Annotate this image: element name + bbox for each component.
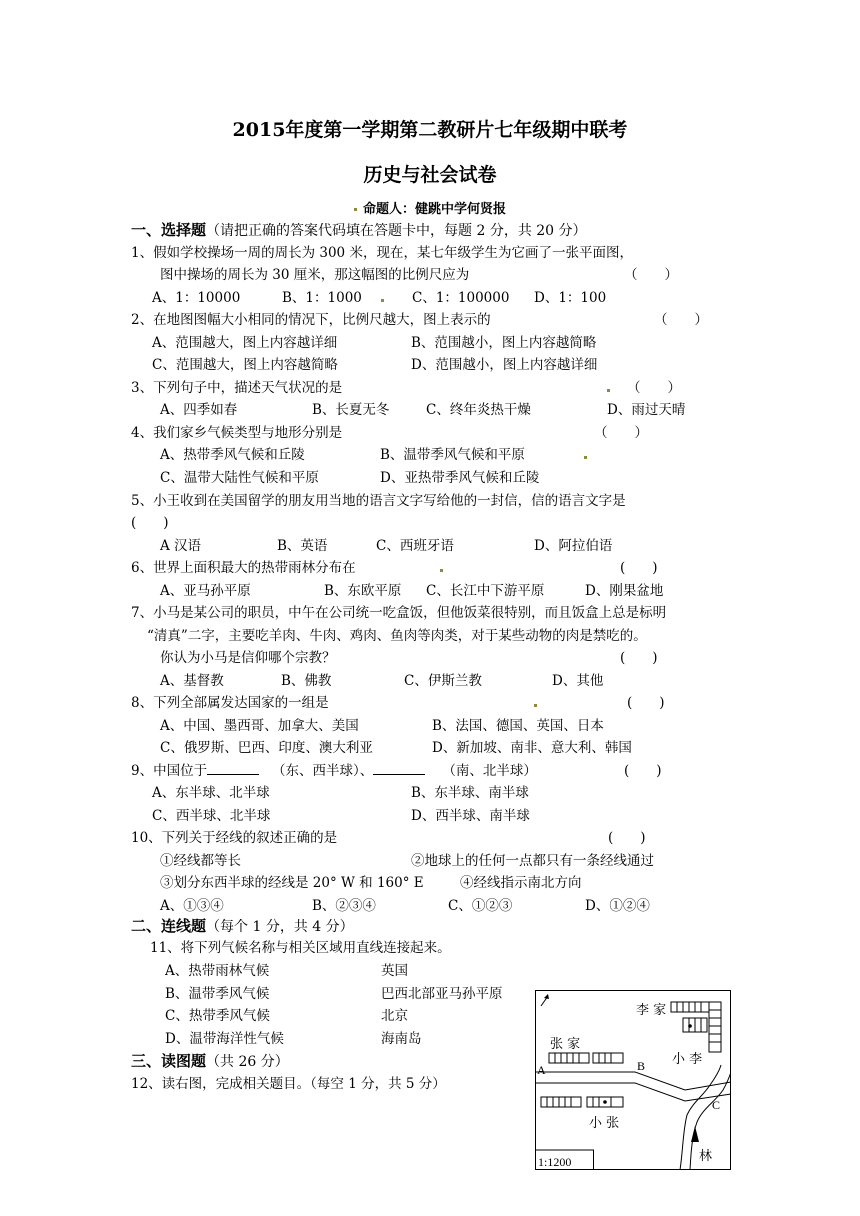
exam-title: 2015年度第一学期第二教研片七年级期中联考 xyxy=(232,119,628,141)
q11-climate-c: C、热带季风气候 xyxy=(165,1008,270,1024)
section-1-heading xyxy=(131,221,587,240)
q5-option-a: A 汉语 xyxy=(160,538,202,554)
q9-part2: （东、西半球）、 xyxy=(271,763,374,779)
q8-option-a: A、中国、墨西哥、加拿大、美国 xyxy=(160,718,359,734)
q11-region-2: 巴西北部亚马孙平原 xyxy=(381,986,503,1002)
q4-answer-paren: （ ） xyxy=(594,425,648,441)
q3-answer-paren: （ ） xyxy=(627,380,681,396)
section-1-note: （请把正确的答案代码填在答题卡中，每题 2 分，共 20 分） xyxy=(206,223,587,239)
q2-stem: 2、在地图图幅大小相同的情况下，比例尺越大，图上表示的 xyxy=(131,312,491,328)
q1-option-c: C、1：100000 xyxy=(412,290,510,306)
q9-option-b: B、东半球、南半球 xyxy=(411,785,529,801)
q10-option-c: C、①②③ xyxy=(448,898,513,914)
q7-option-d: D、其他 xyxy=(552,673,604,689)
q6-option-c: C、长江中下游平原 xyxy=(426,583,545,599)
q4-option-d: D、亚热带季风气候和丘陵 xyxy=(380,470,540,486)
section-3-title: 三、读图题 xyxy=(131,1052,207,1070)
xiao-zhang-label: 小 张 xyxy=(589,1116,620,1131)
q9-part1: 9、中国位于 xyxy=(131,763,208,779)
q10-statement-2: ②地球上的任何一点都只有一条经线通过 xyxy=(411,853,654,869)
q2-option-a: A、范围越大，图上内容越详细 xyxy=(152,335,338,351)
q4-option-a: A、热带季风气候和丘陵 xyxy=(160,447,305,463)
q8-stem: 8、下列全部属发达国家的一组是 xyxy=(131,695,329,711)
q5-option-c: C、西班牙语 xyxy=(376,538,454,554)
q11-region-3: 北京 xyxy=(381,1008,408,1024)
q10-option-d: D、①②④ xyxy=(585,898,650,914)
q2-answer-paren: （ ） xyxy=(654,312,708,328)
q11-region-4: 海南岛 xyxy=(381,1031,422,1047)
point-b-label: B xyxy=(637,1059,646,1073)
q10-option-b: B、②③④ xyxy=(312,898,376,914)
q6-option-b: B、东欧平原 xyxy=(324,583,402,599)
q7-line2: “清真”二字，主要吃羊肉、牛肉、鸡肉、鱼肉等肉类，对于某些动物的肉是禁吃的。 xyxy=(147,628,647,644)
q2-option-d: D、范围越小，图上内容越详细 xyxy=(411,357,598,373)
q3-option-d: D、雨过天晴 xyxy=(607,402,686,418)
q4-option-c: C、温带大陆性气候和平原 xyxy=(160,470,319,486)
q5-option-b: B、英语 xyxy=(277,538,328,554)
q3-stem: 3、下列句子中，描述天气状况的是 xyxy=(131,380,343,396)
q6-stem: 6、世界上面积最大的热带雨林分布在 xyxy=(131,560,356,576)
q11-climate-d: D、温带海洋性气候 xyxy=(165,1031,284,1047)
q1-line2: 图中操场的周长为 30 厘米，那这幅图的比例尺应为 xyxy=(160,267,470,283)
q9-answer-paren: ( ) xyxy=(624,763,662,779)
scale-label: 1:1200 xyxy=(538,1155,572,1169)
speck-mark xyxy=(607,389,610,392)
q10-option-a: A、①③④ xyxy=(160,898,224,914)
exam-author xyxy=(0,198,860,217)
q9-blank-1[interactable] xyxy=(207,762,259,775)
q6-answer-paren: ( ) xyxy=(620,560,658,576)
q7-option-b: B、佛教 xyxy=(281,673,332,689)
q1-option-a: A、1：10000 xyxy=(152,290,241,306)
q9-option-d: D、西半球、南半球 xyxy=(411,808,530,824)
q5-answer-paren: ( ) xyxy=(131,515,169,531)
q10-stem: 10、下列关于经线的叙述正确的是 xyxy=(131,830,338,846)
q9-blank-2[interactable] xyxy=(373,762,425,775)
q3-option-c: C、终年炎热干燥 xyxy=(426,402,531,418)
q10-statement-1: ①经线都等长 xyxy=(160,853,241,869)
q8-answer-paren: ( ) xyxy=(627,695,665,711)
q2-option-c: C、范围越大，图上内容越简略 xyxy=(152,357,338,373)
q7-answer-paren: ( ) xyxy=(620,650,658,666)
q1-option-b: B、1：1000 xyxy=(282,290,362,306)
q7-line3: 你认为小马是信仰哪个宗教？ xyxy=(160,650,336,666)
section-2-title: 二、连线题 xyxy=(131,917,207,935)
q9-stem xyxy=(131,762,537,780)
q10-statement-4: ④经线指示南北方向 xyxy=(460,875,582,891)
xiao-zhang-house-dot xyxy=(603,1100,607,1104)
section-3-heading xyxy=(131,1052,289,1071)
q11-stem: 11、将下列气候名称与相关区域用直线连接起来。 xyxy=(150,940,451,956)
section-2-note: （每个 1 分，共 4 分） xyxy=(206,919,354,935)
speck-mark xyxy=(440,569,443,572)
zhang-family-label: 张 家 xyxy=(550,1037,581,1052)
speck-mark xyxy=(584,456,587,459)
q11-region-1: 英国 xyxy=(381,963,408,979)
li-family-label: 李 家 xyxy=(636,1003,667,1018)
q7-option-a: A、基督教 xyxy=(160,673,224,689)
author-text: 命题人：健跳中学何贤报 xyxy=(362,202,506,217)
q9-option-c: C、西半球、北半球 xyxy=(152,808,271,824)
q10-statement-3: ③划分东西半球的经线是 20° W 和 160° E xyxy=(160,875,424,891)
q1-answer-paren: （ ） xyxy=(624,267,678,283)
q7-option-c: C、伊斯兰教 xyxy=(404,673,482,689)
q9-option-a: A、东半球、北半球 xyxy=(152,785,270,801)
q11-climate-b: B、温带季风气候 xyxy=(165,986,270,1002)
xiao-li-label: 小 李 xyxy=(672,1052,703,1067)
q1-option-d: D、1：100 xyxy=(534,290,607,306)
section-2-heading xyxy=(131,917,354,936)
village-map xyxy=(535,990,731,1170)
q5-option-d: D、阿拉伯语 xyxy=(534,538,613,554)
speck-mark xyxy=(534,704,537,707)
map-frame xyxy=(536,991,731,1170)
point-a-label: A xyxy=(537,1063,546,1077)
forest-label: 林 xyxy=(699,1149,713,1164)
exam-subtitle: 历史与社会试卷 xyxy=(363,164,497,186)
q8-option-b: B、法国、德国、英国、日本 xyxy=(432,718,604,734)
point-c-label: C xyxy=(712,1098,721,1112)
q6-option-a: A、亚马孙平原 xyxy=(160,583,251,599)
q10-answer-paren: ( ) xyxy=(608,830,646,846)
q3-option-b: B、长夏无冬 xyxy=(312,402,390,418)
q4-option-b: B、温带季风气候和平原 xyxy=(380,447,525,463)
q11-climate-a: A、热带雨林气候 xyxy=(165,963,270,979)
q8-option-c: C、俄罗斯、巴西、印度、澳大利亚 xyxy=(160,740,373,756)
q5-stem: 5、小王收到在美国留学的朋友用当地的语言文字写给他的一封信，信的语言文字是 xyxy=(131,493,626,509)
q8-option-d: D、新加坡、南非、意大利、韩国 xyxy=(432,740,632,756)
map-svg xyxy=(535,990,731,1170)
q9-part3: （南、北半球） xyxy=(442,763,537,779)
q3-option-a: A、四季如春 xyxy=(160,402,238,418)
q4-stem: 4、我们家乡气候类型与地形分别是 xyxy=(131,425,343,441)
q2-option-b: B、范围越小，图上内容越简略 xyxy=(411,335,597,351)
q7-line1: 7、小马是某公司的职员，中午在公司统一吃盒饭，但他饭菜很特别，而且饭盒上总是标明 xyxy=(131,605,667,621)
q12-stem: 12、读右图，完成相关题目。（每空 1 分，共 5 分） xyxy=(131,1076,446,1092)
section-3-note: （共 26 分） xyxy=(206,1054,289,1070)
xiao-li-house-dot xyxy=(688,1024,692,1028)
section-1-title: 一、选择题 xyxy=(131,221,207,239)
q6-option-d: D、刚果盆地 xyxy=(585,583,664,599)
speck-mark xyxy=(381,299,384,302)
q1-line1: 1、假如学校操场一周的周长为 300 米，现在，某七年级学生为它画了一张平面图， xyxy=(131,245,633,261)
